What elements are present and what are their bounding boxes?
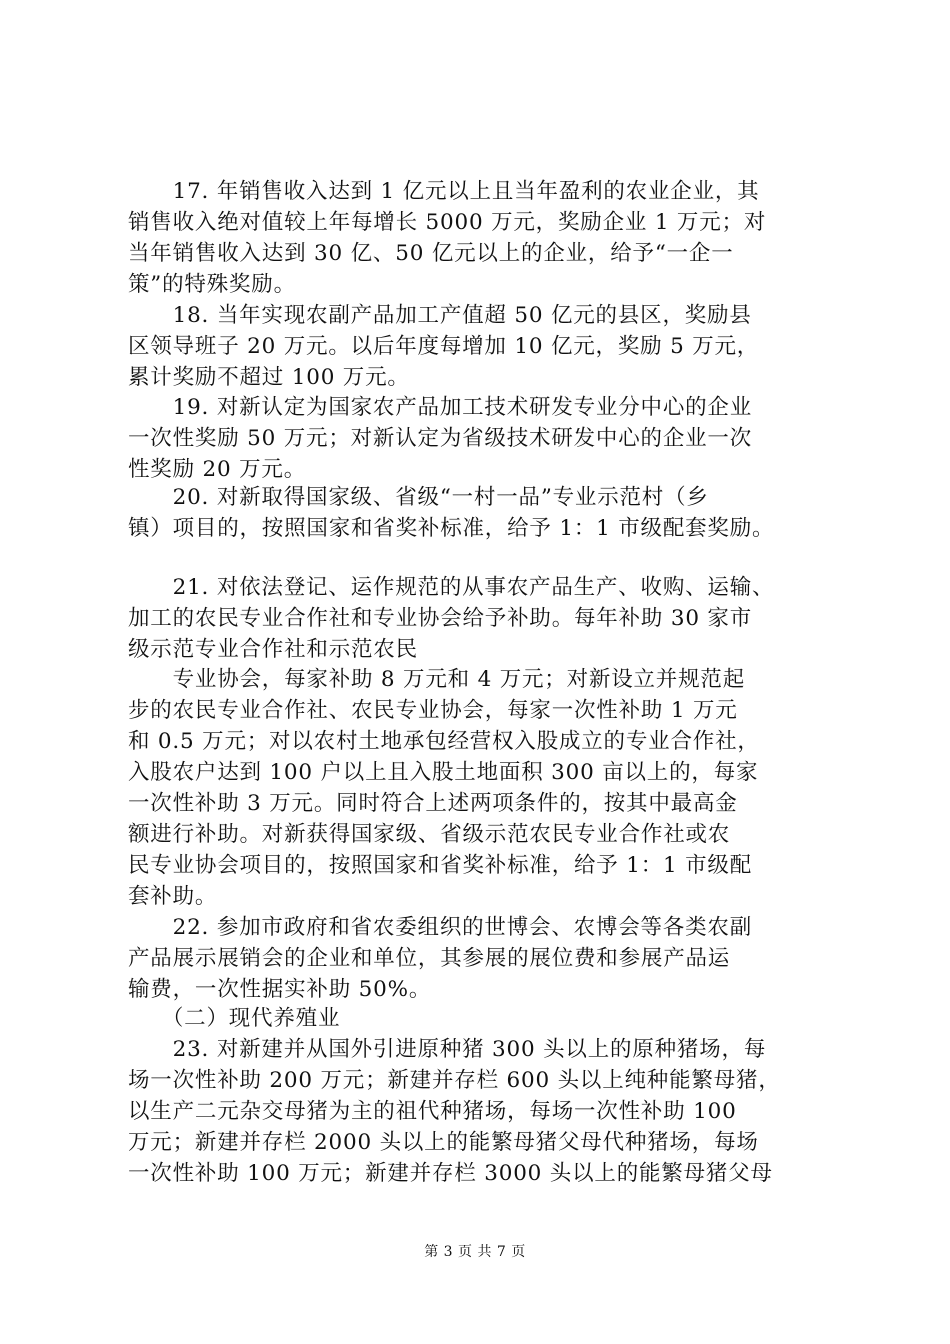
paragraph-18 bbox=[128, 300, 834, 393]
text-line: 策”的特殊奖励。 bbox=[128, 272, 296, 297]
text-line: 套补助。 bbox=[128, 884, 218, 909]
text-line: 区领导班子 20 万元。以后年度每增加 10 亿元，奖励 5 万元， bbox=[128, 334, 760, 359]
text-line: 当年销售收入达到 30 亿、50 亿元以上的企业，给予“一企一 bbox=[128, 241, 734, 266]
text-line: 性奖励 20 万元。 bbox=[128, 457, 307, 482]
paragraph-20 bbox=[128, 482, 834, 544]
text-line: 镇）项目的，按照国家和省奖补标准，给予 1：1 市级配套奖励。 bbox=[128, 516, 775, 541]
text-line: 专业协会，每家补助 8 万元和 4 万元；对新设立并规范起 bbox=[128, 667, 745, 692]
text-line: 17. 年销售收入达到 1 亿元以上且当年盈利的农业企业，其 bbox=[128, 179, 760, 204]
paragraph-22 bbox=[128, 912, 834, 1005]
text-line: 21. 对依法登记、运作规范的从事农产品生产、收购、运输、 bbox=[128, 575, 775, 600]
text-line: 18. 当年实现农副产品加工产值超 50 亿元的县区，奖励县 bbox=[128, 303, 752, 328]
paragraph-23 bbox=[128, 1034, 834, 1189]
text-line: 入股农户达到 100 户以上且入股土地面积 300 亩以上的，每家 bbox=[128, 760, 759, 785]
text-line: 22. 参加市政府和省农委组织的世博会、农博会等各类农副 bbox=[128, 915, 753, 940]
text-line: （二）现代养殖业 bbox=[128, 1006, 341, 1031]
text-line: 民专业协会项目的，按照国家和省奖补标准，给予 1：1 市级配 bbox=[128, 853, 753, 878]
text-line: 万元；新建并存栏 2000 头以上的能繁母猪父母代种猪场，每场 bbox=[128, 1130, 759, 1155]
text-line: 20. 对新取得国家级、省级“一村一品”专业示范村（乡 bbox=[128, 485, 709, 510]
page-number: 第 3 页 共 7 页 bbox=[424, 1244, 526, 1260]
text-line: 以生产二元杂交母猪为主的祖代种猪场，每场一次性补助 100 bbox=[128, 1099, 737, 1124]
text-line: 加工的农民专业合作社和专业协会给予补助。每年补助 30 家市 bbox=[128, 606, 753, 631]
text-line: 输费，一次性据实补助 50%。 bbox=[128, 977, 432, 1002]
text-line: 一次性补助 3 万元。同时符合上述两项条件的，按其中最高金 bbox=[128, 791, 738, 816]
text-line: 场一次性补助 200 万元；新建并存栏 600 头以上纯种能繁母猪， bbox=[128, 1068, 781, 1093]
text-line: 级示范专业合作社和示范农民 bbox=[128, 637, 418, 662]
paragraph-17 bbox=[128, 176, 834, 300]
paragraph-21-continued bbox=[128, 664, 834, 912]
text-line: 和 0.5 万元；对以农村土地承包经营权入股成立的专业合作社， bbox=[128, 729, 760, 754]
text-line: 销售收入绝对值较上年每增长 5000 万元，奖励企业 1 万元；对 bbox=[128, 210, 767, 235]
text-line: 额进行补助。对新获得国家级、省级示范农民专业合作社或农 bbox=[128, 822, 731, 847]
text-line: 产品展示展销会的企业和单位，其参展的展位费和参展产品运 bbox=[128, 946, 731, 971]
text-line: 步的农民专业合作社、农民专业协会，每家一次性补助 1 万元 bbox=[128, 698, 738, 723]
text-line: 19. 对新认定为国家农产品加工技术研发专业分中心的企业 bbox=[128, 395, 753, 420]
text-line: 23. 对新建并从国外引进原种猪 300 头以上的原种猪场，每 bbox=[128, 1037, 767, 1062]
text-line: 一次性补助 100 万元；新建并存栏 3000 头以上的能繁母猪父母 bbox=[128, 1161, 773, 1186]
paragraph-21 bbox=[128, 572, 834, 665]
text-line: 累计奖励不超过 100 万元。 bbox=[128, 365, 410, 390]
text-line: 一次性奖励 50 万元；对新认定为省级技术研发中心的企业一次 bbox=[128, 426, 753, 451]
paragraph-19 bbox=[128, 392, 834, 485]
section-heading bbox=[128, 1003, 834, 1034]
